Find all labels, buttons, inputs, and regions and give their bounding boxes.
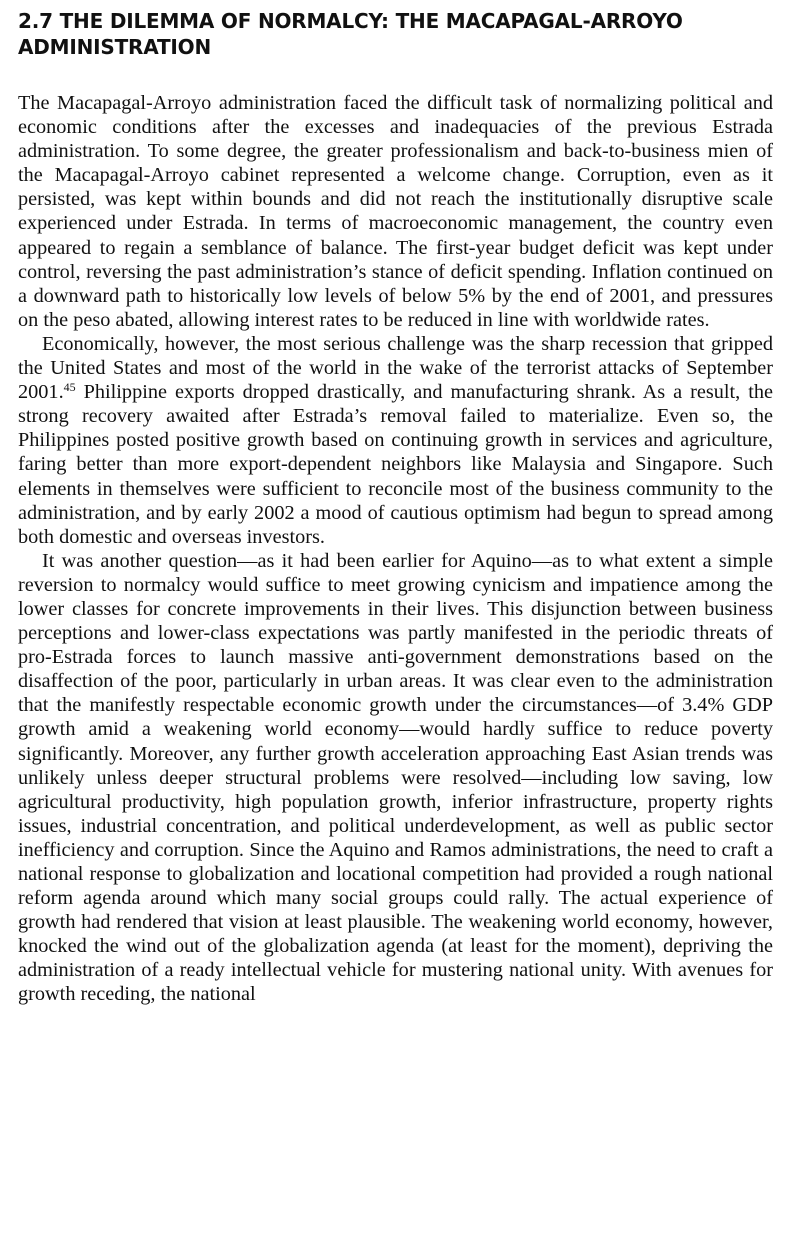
paragraph-2 [18, 332, 773, 549]
footnote-reference: 45 [63, 380, 76, 395]
paragraph-1: The Macapagal-Arroyo administration faced the difficult task of normalizing political and economic conditions after the excesses and inadequacies of the previous Estrada administration. To some degree, the greater professionalism and back-to-business mien of the Macapagal-Arroyo cabinet represented a welcome change. Corruption, even as it persisted, was kept within bounds and did not reach the institutionally disruptive scale experienced under Estrada. In terms of macroeconomic management, the country even appeared to regain a semblance of balance. The first-year budget deficit was kept under control, reversing the past administration’s stance of deficit spending. Inflation continued on a downward path to historically low levels of below 5% by the end of 2001, and pressures on the peso abated, allowing interest rates to be reduced in line with worldwide rates. [18, 92, 773, 331]
paragraph-3: It was another question—as it had been earlier for Aquino—as to what extent a simple reversion to normalcy would suffice to meet growing cynicism and impatience among the lower classes for concrete improvements in their lives. This disjunction between business perceptions and lower-class expectations was partly manifested in the periodic threats of pro-Estrada forces to launch massive anti-government demonstrations based on the disaffection of the poor, particularly in urban areas. It was clear even to the administration that the manifestly respectable economic growth under the circumstances—of 3.4% GDP growth amid a weakening world economy—would hardly suffice to reduce poverty significantly. Moreover, any further growth acceleration approaching East Asian trends was unlikely unless deeper structural problems were resolved—including low saving, low agricultural productivity, high population growth, inferior infrastructure, property rights issues, industrial concentration, and political underdevelopment, as well as public sector inefficiency and corruption. Since the Aquino and Ramos administrations, the need to craft a national response to globalization and locational competition had provided a rough national reform agenda around which many social groups could rally. The actual experience of growth had rendered that vision at least plausible. The weakening world economy, however, knocked the wind out of the globalization agenda (at least for the moment), depriving the administration of a ready intellectual vehicle for mustering national unity. With avenues for growth receding, the national [18, 549, 773, 1006]
body-text [18, 91, 773, 1007]
section-title: THE DILEMMA OF NORMALCY: THE MACAPAGAL-ARROYO ADMINISTRATION [18, 9, 683, 59]
paragraph-2-text-before: Economically, however, the most serious challenge was the sharp recession that gripped the United States and most of the world in the wake of the terrorist attacks of September 2001. [18, 332, 773, 404]
section-number: 2.7 [18, 9, 53, 33]
page [18, 8, 773, 1007]
paragraph-2-text-after: Philippine exports dropped drastically, and manufacturing shrank. As a result, the strong recovery awaited after Estrada’s removal failed to materialize. Even so, the Philippines posted positive growth based on continuing growth in services and agriculture, faring better than more export-dependent neighbors like Malaysia and Singapore. Such elements in themselves were sufficient to reconcile most of the business community to the administration, and by early 2002 a mood of cautious optimism had begun to spread among both domestic and overseas investors. [18, 381, 773, 548]
section-heading [18, 8, 773, 60]
